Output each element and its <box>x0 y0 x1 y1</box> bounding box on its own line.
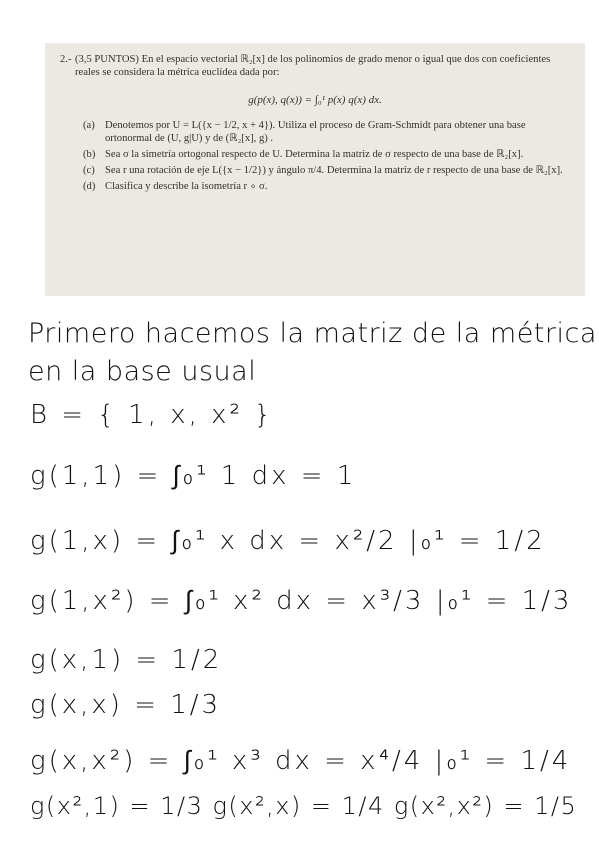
g-x-x2: g(x,x²) = ∫₀¹ x³ dx = x⁴/4 |₀¹ = 1/4 <box>30 746 572 776</box>
basis-definition: B = { 1, x, x² } <box>30 400 274 430</box>
problem-intro: (3,5 PUNTOS) En el espacio vectorial ℝ₂[x] de los polinomios de grado menor o igual que dos con coeficientes reales se considera la métrica euclídea dada por: <box>75 54 551 78</box>
notes-intro-line-2: en la base usual <box>28 356 257 387</box>
g-x-x: g(x,x) = 1/3 <box>30 690 222 720</box>
g-x-1: g(x,1) = 1/2 <box>30 645 223 675</box>
item-text: Sea r una rotación de eje L({x − 1/2}) y ángulo π/4. Determina la matriz de r respecto de una base de ℝ₂[x]. <box>105 165 563 176</box>
g-1-x2: g(1,x²) = ∫₀¹ x² dx = x³/3 |₀¹ = 1/3 <box>30 586 573 616</box>
item-text: Clasifica y describe la isometría r ∘ σ. <box>105 181 268 192</box>
notes-intro-line-1: Primero hacemos la matriz de la métrica <box>28 318 597 349</box>
item-text: Sea σ la simetría ortogonal respecto de U. Determina la matriz de σ respecto de una base de ℝ₂[x]. <box>105 149 524 160</box>
g-last-row: g(x²,1) = 1/3 g(x²,x) = 1/4 g(x²,x²) = 1/5 <box>30 792 578 820</box>
metric-formula: g(p(x), q(x)) = ∫₀¹ p(x) q(x) dx. <box>248 94 382 106</box>
item-text: Denotemos por U = L({x − 1/2, x + 4}). Utiliza el proceso de Gram-Schmidt para obtener una base ortonormal de (U, g|U) y de (ℝ₂[x], g) . <box>105 120 526 144</box>
item-label: (a) <box>83 120 95 131</box>
g-1-1: g(1,1) = ∫₀¹ 1 dx = 1 <box>30 461 357 491</box>
problem-number: 2.- <box>60 54 72 65</box>
item-label: (c) <box>83 165 95 176</box>
item-label: (d) <box>83 181 96 192</box>
g-1-x: g(1,x) = ∫₀¹ x dx = x²/2 |₀¹ = 1/2 <box>30 526 546 556</box>
item-label: (b) <box>83 149 96 160</box>
